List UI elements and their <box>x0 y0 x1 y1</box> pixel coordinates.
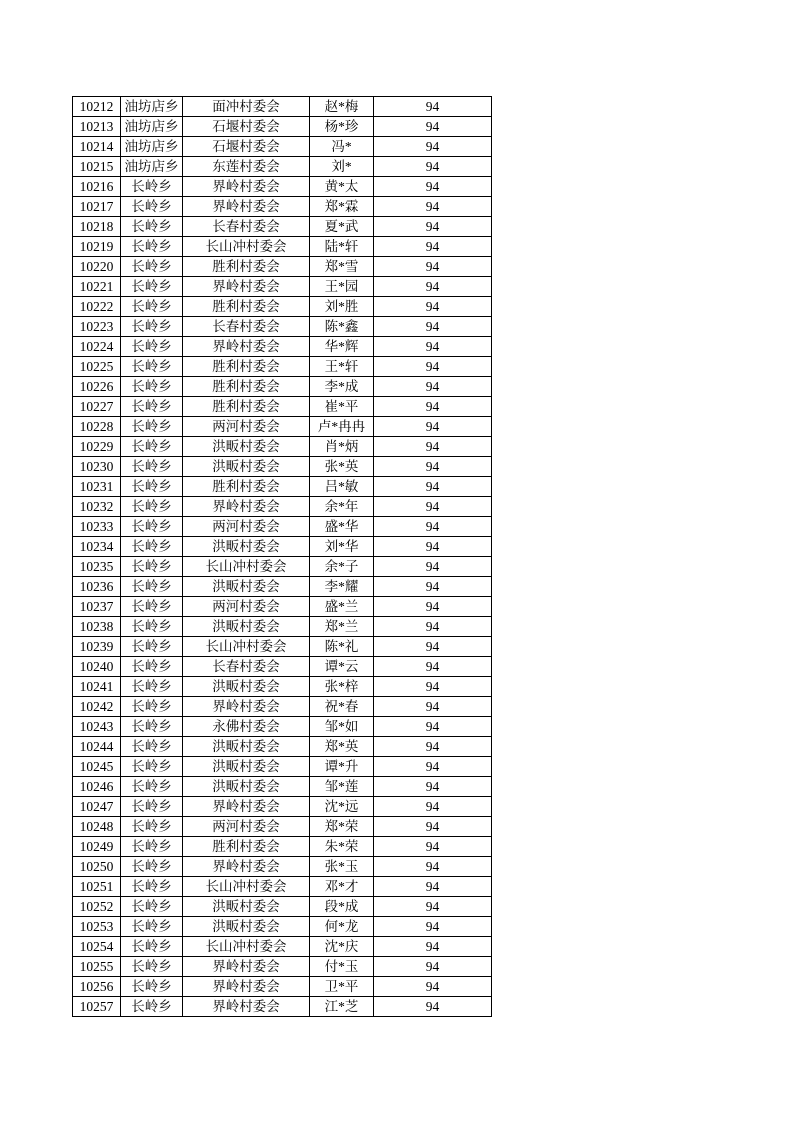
township-cell: 长岭乡 <box>121 477 183 497</box>
person-name-cell: 沈*庆 <box>310 937 374 957</box>
person-name-cell: 郑*雪 <box>310 257 374 277</box>
village-committee-cell: 界岭村委会 <box>183 337 310 357</box>
village-committee-cell: 洪畈村委会 <box>183 617 310 637</box>
village-committee-cell: 永佛村委会 <box>183 717 310 737</box>
township-cell: 长岭乡 <box>121 417 183 437</box>
person-name-cell: 黄*太 <box>310 177 374 197</box>
township-cell: 长岭乡 <box>121 337 183 357</box>
record-id-cell: 10238 <box>73 617 121 637</box>
person-name-cell: 郑*荣 <box>310 817 374 837</box>
person-name-cell: 王*园 <box>310 277 374 297</box>
table-row <box>73 97 492 117</box>
table-row <box>73 197 492 217</box>
township-cell: 油坊店乡 <box>121 157 183 177</box>
score-cell: 94 <box>374 777 492 797</box>
person-name-cell: 李*耀 <box>310 577 374 597</box>
village-committee-cell: 胜利村委会 <box>183 357 310 377</box>
township-cell: 长岭乡 <box>121 917 183 937</box>
score-cell: 94 <box>374 477 492 497</box>
person-name-cell: 谭*云 <box>310 657 374 677</box>
score-cell: 94 <box>374 657 492 677</box>
village-committee-cell: 洪畈村委会 <box>183 577 310 597</box>
township-cell: 长岭乡 <box>121 717 183 737</box>
village-committee-cell: 界岭村委会 <box>183 697 310 717</box>
village-committee-cell: 洪畈村委会 <box>183 737 310 757</box>
score-cell: 94 <box>374 457 492 477</box>
table-row <box>73 637 492 657</box>
table-row <box>73 817 492 837</box>
village-committee-cell: 界岭村委会 <box>183 177 310 197</box>
village-committee-cell: 胜利村委会 <box>183 397 310 417</box>
record-id-cell: 10255 <box>73 957 121 977</box>
table-row <box>73 877 492 897</box>
record-id-cell: 10243 <box>73 717 121 737</box>
table-row <box>73 737 492 757</box>
person-name-cell: 李*成 <box>310 377 374 397</box>
person-name-cell: 夏*武 <box>310 217 374 237</box>
village-committee-cell: 界岭村委会 <box>183 857 310 877</box>
roster-table <box>72 96 492 1017</box>
township-cell: 长岭乡 <box>121 677 183 697</box>
score-cell: 94 <box>374 617 492 637</box>
person-name-cell: 何*龙 <box>310 917 374 937</box>
village-committee-cell: 洪畈村委会 <box>183 537 310 557</box>
record-id-cell: 10249 <box>73 837 121 857</box>
township-cell: 长岭乡 <box>121 937 183 957</box>
record-id-cell: 10225 <box>73 357 121 377</box>
record-id-cell: 10230 <box>73 457 121 477</box>
village-committee-cell: 胜利村委会 <box>183 477 310 497</box>
person-name-cell: 江*芝 <box>310 997 374 1017</box>
score-cell: 94 <box>374 897 492 917</box>
township-cell: 油坊店乡 <box>121 97 183 117</box>
township-cell: 长岭乡 <box>121 637 183 657</box>
record-id-cell: 10222 <box>73 297 121 317</box>
township-cell: 长岭乡 <box>121 437 183 457</box>
record-id-cell: 10256 <box>73 977 121 997</box>
village-committee-cell: 界岭村委会 <box>183 797 310 817</box>
record-id-cell: 10228 <box>73 417 121 437</box>
township-cell: 长岭乡 <box>121 537 183 557</box>
person-name-cell: 付*玉 <box>310 957 374 977</box>
score-cell: 94 <box>374 217 492 237</box>
table-row <box>73 357 492 377</box>
village-committee-cell: 长山冲村委会 <box>183 557 310 577</box>
table-row <box>73 657 492 677</box>
village-committee-cell: 长山冲村委会 <box>183 877 310 897</box>
table-row <box>73 837 492 857</box>
table-row <box>73 437 492 457</box>
person-name-cell: 陈*礼 <box>310 637 374 657</box>
person-name-cell: 赵*梅 <box>310 97 374 117</box>
township-cell: 长岭乡 <box>121 377 183 397</box>
table-row <box>73 677 492 697</box>
record-id-cell: 10254 <box>73 937 121 957</box>
score-cell: 94 <box>374 637 492 657</box>
score-cell: 94 <box>374 917 492 937</box>
score-cell: 94 <box>374 977 492 997</box>
village-committee-cell: 洪畈村委会 <box>183 437 310 457</box>
roster-table-body <box>73 97 492 1017</box>
person-name-cell: 冯* <box>310 137 374 157</box>
township-cell: 长岭乡 <box>121 697 183 717</box>
table-row <box>73 577 492 597</box>
score-cell: 94 <box>374 997 492 1017</box>
score-cell: 94 <box>374 237 492 257</box>
township-cell: 长岭乡 <box>121 657 183 677</box>
village-committee-cell: 长山冲村委会 <box>183 637 310 657</box>
table-row <box>73 937 492 957</box>
record-id-cell: 10221 <box>73 277 121 297</box>
score-cell: 94 <box>374 537 492 557</box>
village-committee-cell: 石堰村委会 <box>183 117 310 137</box>
table-row <box>73 917 492 937</box>
village-committee-cell: 洪畈村委会 <box>183 777 310 797</box>
table-row <box>73 317 492 337</box>
township-cell: 长岭乡 <box>121 997 183 1017</box>
township-cell: 长岭乡 <box>121 817 183 837</box>
table-row <box>73 617 492 637</box>
table-row <box>73 857 492 877</box>
score-cell: 94 <box>374 837 492 857</box>
score-cell: 94 <box>374 697 492 717</box>
village-committee-cell: 洪畈村委会 <box>183 677 310 697</box>
record-id-cell: 10251 <box>73 877 121 897</box>
table-row <box>73 217 492 237</box>
record-id-cell: 10237 <box>73 597 121 617</box>
township-cell: 长岭乡 <box>121 957 183 977</box>
person-name-cell: 卢*冉冉 <box>310 417 374 437</box>
score-cell: 94 <box>374 577 492 597</box>
township-cell: 油坊店乡 <box>121 137 183 157</box>
score-cell: 94 <box>374 937 492 957</box>
table-row <box>73 777 492 797</box>
township-cell: 长岭乡 <box>121 357 183 377</box>
village-committee-cell: 两河村委会 <box>183 517 310 537</box>
person-name-cell: 郑*霖 <box>310 197 374 217</box>
village-committee-cell: 胜利村委会 <box>183 297 310 317</box>
person-name-cell: 吕*敏 <box>310 477 374 497</box>
record-id-cell: 10233 <box>73 517 121 537</box>
table-row <box>73 177 492 197</box>
township-cell: 长岭乡 <box>121 617 183 637</box>
record-id-cell: 10239 <box>73 637 121 657</box>
record-id-cell: 10253 <box>73 917 121 937</box>
table-row <box>73 977 492 997</box>
person-name-cell: 肖*炳 <box>310 437 374 457</box>
village-committee-cell: 面冲村委会 <box>183 97 310 117</box>
table-row <box>73 417 492 437</box>
record-id-cell: 10232 <box>73 497 121 517</box>
score-cell: 94 <box>374 597 492 617</box>
table-row <box>73 797 492 817</box>
score-cell: 94 <box>374 517 492 537</box>
person-name-cell: 张*玉 <box>310 857 374 877</box>
person-name-cell: 盛*兰 <box>310 597 374 617</box>
person-name-cell: 崔*平 <box>310 397 374 417</box>
record-id-cell: 10219 <box>73 237 121 257</box>
record-id-cell: 10240 <box>73 657 121 677</box>
person-name-cell: 余*年 <box>310 497 374 517</box>
village-committee-cell: 界岭村委会 <box>183 957 310 977</box>
township-cell: 长岭乡 <box>121 517 183 537</box>
township-cell: 长岭乡 <box>121 877 183 897</box>
table-row <box>73 157 492 177</box>
village-committee-cell: 两河村委会 <box>183 417 310 437</box>
village-committee-cell: 界岭村委会 <box>183 497 310 517</box>
township-cell: 长岭乡 <box>121 237 183 257</box>
village-committee-cell: 洪畈村委会 <box>183 917 310 937</box>
score-cell: 94 <box>374 257 492 277</box>
table-row <box>73 377 492 397</box>
township-cell: 长岭乡 <box>121 757 183 777</box>
village-committee-cell: 长山冲村委会 <box>183 937 310 957</box>
person-name-cell: 邹*莲 <box>310 777 374 797</box>
score-cell: 94 <box>374 877 492 897</box>
township-cell: 长岭乡 <box>121 497 183 517</box>
table-row <box>73 997 492 1017</box>
score-cell: 94 <box>374 157 492 177</box>
township-cell: 长岭乡 <box>121 977 183 997</box>
village-committee-cell: 胜利村委会 <box>183 837 310 857</box>
record-id-cell: 10212 <box>73 97 121 117</box>
score-cell: 94 <box>374 957 492 977</box>
record-id-cell: 10215 <box>73 157 121 177</box>
table-row <box>73 277 492 297</box>
person-name-cell: 张*梓 <box>310 677 374 697</box>
table-row <box>73 697 492 717</box>
village-committee-cell: 界岭村委会 <box>183 277 310 297</box>
record-id-cell: 10227 <box>73 397 121 417</box>
township-cell: 长岭乡 <box>121 737 183 757</box>
score-cell: 94 <box>374 677 492 697</box>
record-id-cell: 10245 <box>73 757 121 777</box>
record-id-cell: 10224 <box>73 337 121 357</box>
township-cell: 长岭乡 <box>121 297 183 317</box>
table-row <box>73 257 492 277</box>
record-id-cell: 10241 <box>73 677 121 697</box>
person-name-cell: 华*辉 <box>310 337 374 357</box>
score-cell: 94 <box>374 557 492 577</box>
table-row <box>73 597 492 617</box>
table-row <box>73 557 492 577</box>
table-row <box>73 297 492 317</box>
score-cell: 94 <box>374 397 492 417</box>
record-id-cell: 10235 <box>73 557 121 577</box>
record-id-cell: 10218 <box>73 217 121 237</box>
township-cell: 长岭乡 <box>121 177 183 197</box>
township-cell: 长岭乡 <box>121 397 183 417</box>
person-name-cell: 刘*华 <box>310 537 374 557</box>
person-name-cell: 朱*荣 <box>310 837 374 857</box>
table-row <box>73 537 492 557</box>
township-cell: 长岭乡 <box>121 837 183 857</box>
township-cell: 长岭乡 <box>121 217 183 237</box>
township-cell: 长岭乡 <box>121 457 183 477</box>
person-name-cell: 盛*华 <box>310 517 374 537</box>
score-cell: 94 <box>374 797 492 817</box>
score-cell: 94 <box>374 97 492 117</box>
record-id-cell: 10231 <box>73 477 121 497</box>
score-cell: 94 <box>374 277 492 297</box>
township-cell: 长岭乡 <box>121 317 183 337</box>
record-id-cell: 10236 <box>73 577 121 597</box>
person-name-cell: 沈*远 <box>310 797 374 817</box>
village-committee-cell: 长春村委会 <box>183 217 310 237</box>
table-row <box>73 117 492 137</box>
record-id-cell: 10213 <box>73 117 121 137</box>
record-id-cell: 10248 <box>73 817 121 837</box>
village-committee-cell: 胜利村委会 <box>183 257 310 277</box>
township-cell: 长岭乡 <box>121 897 183 917</box>
person-name-cell: 刘* <box>310 157 374 177</box>
township-cell: 长岭乡 <box>121 257 183 277</box>
person-name-cell: 陈*鑫 <box>310 317 374 337</box>
village-committee-cell: 界岭村委会 <box>183 197 310 217</box>
record-id-cell: 10226 <box>73 377 121 397</box>
person-name-cell: 卫*平 <box>310 977 374 997</box>
person-name-cell: 段*成 <box>310 897 374 917</box>
record-id-cell: 10257 <box>73 997 121 1017</box>
score-cell: 94 <box>374 357 492 377</box>
record-id-cell: 10242 <box>73 697 121 717</box>
record-id-cell: 10234 <box>73 537 121 557</box>
village-committee-cell: 东莲村委会 <box>183 157 310 177</box>
person-name-cell: 郑*英 <box>310 737 374 757</box>
table-row <box>73 717 492 737</box>
record-id-cell: 10229 <box>73 437 121 457</box>
person-name-cell: 郑*兰 <box>310 617 374 637</box>
score-cell: 94 <box>374 177 492 197</box>
record-id-cell: 10220 <box>73 257 121 277</box>
village-committee-cell: 长春村委会 <box>183 317 310 337</box>
record-id-cell: 10252 <box>73 897 121 917</box>
record-id-cell: 10214 <box>73 137 121 157</box>
record-id-cell: 10217 <box>73 197 121 217</box>
table-row <box>73 517 492 537</box>
table-row <box>73 757 492 777</box>
score-cell: 94 <box>374 297 492 317</box>
score-cell: 94 <box>374 497 492 517</box>
township-cell: 长岭乡 <box>121 557 183 577</box>
township-cell: 长岭乡 <box>121 577 183 597</box>
table-row <box>73 897 492 917</box>
township-cell: 长岭乡 <box>121 797 183 817</box>
village-committee-cell: 洪畈村委会 <box>183 897 310 917</box>
village-committee-cell: 石堰村委会 <box>183 137 310 157</box>
score-cell: 94 <box>374 117 492 137</box>
village-committee-cell: 两河村委会 <box>183 817 310 837</box>
township-cell: 油坊店乡 <box>121 117 183 137</box>
table-row <box>73 957 492 977</box>
village-committee-cell: 洪畈村委会 <box>183 457 310 477</box>
score-cell: 94 <box>374 337 492 357</box>
person-name-cell: 邹*如 <box>310 717 374 737</box>
score-cell: 94 <box>374 737 492 757</box>
record-id-cell: 10244 <box>73 737 121 757</box>
township-cell: 长岭乡 <box>121 597 183 617</box>
score-cell: 94 <box>374 717 492 737</box>
score-cell: 94 <box>374 377 492 397</box>
person-name-cell: 刘*胜 <box>310 297 374 317</box>
person-name-cell: 杨*珍 <box>310 117 374 137</box>
township-cell: 长岭乡 <box>121 777 183 797</box>
person-name-cell: 陆*轩 <box>310 237 374 257</box>
person-name-cell: 邓*才 <box>310 877 374 897</box>
township-cell: 长岭乡 <box>121 277 183 297</box>
table-row <box>73 497 492 517</box>
village-committee-cell: 洪畈村委会 <box>183 757 310 777</box>
village-committee-cell: 界岭村委会 <box>183 977 310 997</box>
village-committee-cell: 两河村委会 <box>183 597 310 617</box>
table-row <box>73 477 492 497</box>
village-committee-cell: 长山冲村委会 <box>183 237 310 257</box>
village-committee-cell: 长春村委会 <box>183 657 310 677</box>
table-row <box>73 337 492 357</box>
person-name-cell: 祝*春 <box>310 697 374 717</box>
person-name-cell: 谭*升 <box>310 757 374 777</box>
village-committee-cell: 界岭村委会 <box>183 997 310 1017</box>
record-id-cell: 10216 <box>73 177 121 197</box>
township-cell: 长岭乡 <box>121 857 183 877</box>
table-row <box>73 457 492 477</box>
table-row <box>73 237 492 257</box>
score-cell: 94 <box>374 317 492 337</box>
score-cell: 94 <box>374 417 492 437</box>
person-name-cell: 王*轩 <box>310 357 374 377</box>
score-cell: 94 <box>374 197 492 217</box>
person-name-cell: 余*子 <box>310 557 374 577</box>
record-id-cell: 10223 <box>73 317 121 337</box>
person-name-cell: 张*英 <box>310 457 374 477</box>
township-cell: 长岭乡 <box>121 197 183 217</box>
record-id-cell: 10246 <box>73 777 121 797</box>
village-committee-cell: 胜利村委会 <box>183 377 310 397</box>
record-id-cell: 10247 <box>73 797 121 817</box>
score-cell: 94 <box>374 857 492 877</box>
score-cell: 94 <box>374 757 492 777</box>
score-cell: 94 <box>374 817 492 837</box>
score-cell: 94 <box>374 137 492 157</box>
record-id-cell: 10250 <box>73 857 121 877</box>
table-row <box>73 137 492 157</box>
table-row <box>73 397 492 417</box>
score-cell: 94 <box>374 437 492 457</box>
